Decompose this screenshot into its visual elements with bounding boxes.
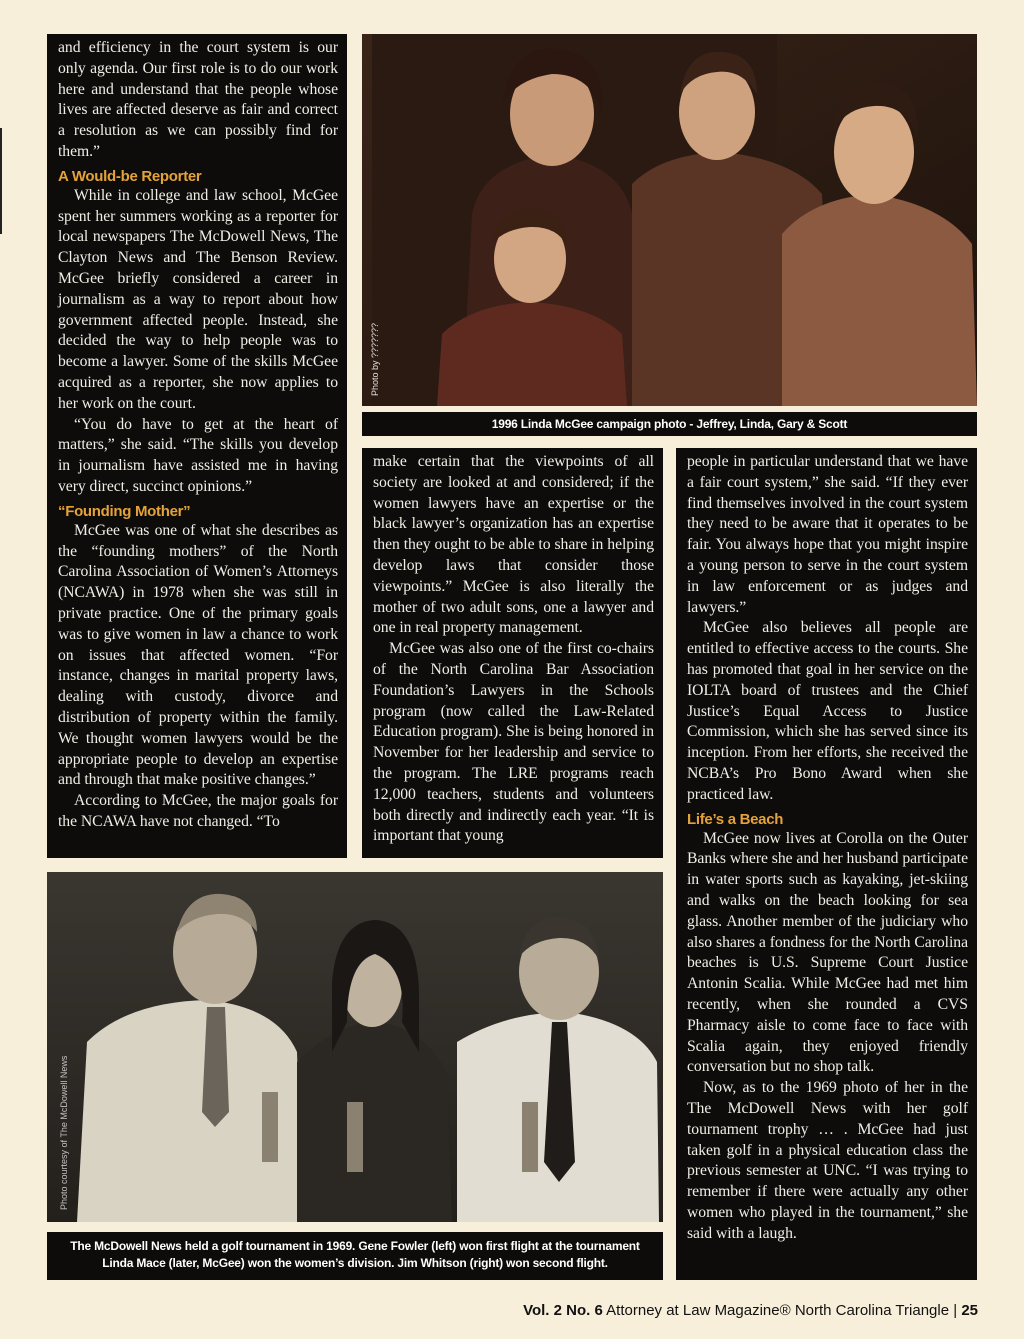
middle-para-2: McGee was also one of the first co-chairs of the North Carolina Bar Association Foundation’s Lawyers in the Schools program (now called the Law-Related Education program). She is being honored in November for her leadership and service to the program. The LRE programs reach 12,000 teachers, students and volunteers both directly and indirectly each year. “It is important that young bbox=[373, 640, 654, 845]
left-column bbox=[47, 34, 347, 858]
right-para-3: McGee now lives at Corolla on the Outer Banks where she and her husband participate in water sports such as kayaking, jet-skiing and walks on the beach looking for sea glass. Another member of the judiciary who also shares a fondness for the North Carolina beaches is U.S. Supreme Court Justice Antonin Scalia. While McGee had met him recently, when she rounded a CVS Pharmacy aisle to come face to face with Scalia again, they enjoyed friendly conversation but no shop talk. bbox=[687, 829, 968, 1076]
family-photo bbox=[362, 34, 977, 406]
golf-photo bbox=[47, 872, 663, 1222]
family-photo-credit: Photo by ??????? bbox=[370, 322, 380, 396]
footer-issue: Vol. 2 No. 6 bbox=[523, 1302, 603, 1319]
footer-page-number: 25 bbox=[961, 1302, 978, 1319]
page-footer bbox=[523, 1302, 978, 1319]
left-para-5: According to McGee, the major goals for the NCAWA have not changed. “To bbox=[58, 792, 338, 830]
right-para-2: McGee also believes all people are entitled to effective access to the courts. She has promoted that goal in her service on the IOLTA board of trustees and the Chief Justice’s Equal Access to Justice Commission, which she has served since its inception. From her efforts, she received the NCBA’s Pro Bono Award when she practiced law. bbox=[687, 619, 968, 803]
right-column bbox=[676, 448, 977, 1280]
footer-magazine: Attorney at Law Magazine® North Carolina Triangle bbox=[606, 1302, 950, 1319]
right-para-4: Now, as to the 1969 photo of her in the The McDowell News with her golf tournament trophy … . McGee had just taken golf in a physical education class the previous semester at UNC. “I was trying to remember if there were actually any other women who played in the tournament,” she said with a laugh. bbox=[687, 1079, 968, 1242]
heading-lifes-a-beach: Life’s a Beach bbox=[687, 810, 784, 828]
golf-photo-caption bbox=[47, 1232, 663, 1280]
family-photo-caption: 1996 Linda McGee campaign photo - Jeffrey, Linda, Gary & Scott bbox=[362, 412, 977, 436]
left-para-3: “You do have to get at the heart of matters,” she said. “The skills you develop in journalism have assisted me in having very direct, succinct opinions.” bbox=[58, 415, 338, 495]
right-para-1: people in particular understand that we have a fair court system,” she said. “If they ever find themselves involved in the court system they need to be aware that it operates to be fair. You always hope that you might inspire a young person to serve in the court system in law enforcement or as judges and lawyers.” bbox=[687, 453, 968, 616]
middle-para-1: make certain that the viewpoints of all society are looked at and considered; if the women lawyers have an expertise or the black lawyer’s organization has an expertise then they ought to be able to share in helping develop laws that consider those viewpoints.” McGee is also literally the mother of two adult sons, one a lawyer and one in real property management. bbox=[373, 453, 654, 637]
heading-would-be-reporter: A Would-be Reporter bbox=[58, 167, 202, 185]
left-para-2: While in college and law school, McGee spent her summers working as a reporter for local newspapers The McDowell News, The Clayton News and The Benson Review. McGee briefly considered a career in journalism as a way to report about how government affected people. Instead, she decided the way to help people was to become a lawyer. Some of the skills McGee acquired as a reporter, she now applies to her work on the court. bbox=[58, 186, 338, 412]
golf-caption-line-2: Linda Mace (later, McGee) won the women’s division. Jim Whitson (right) won second flight. bbox=[102, 1256, 608, 1270]
heading-founding-mother: “Founding Mother” bbox=[58, 502, 191, 520]
footer-separator: | bbox=[953, 1302, 958, 1319]
page-edge-mark bbox=[0, 128, 2, 234]
middle-column bbox=[362, 448, 663, 858]
golf-photo-credit: Photo courtesy of The McDowell News bbox=[59, 1055, 69, 1210]
left-para-4: McGee was one of what she describes as the “founding mothers” of the North Carolina Association of Women’s Attorneys (NCAWA) in 1978 when she was still in private practice. One of the primary goals was to give women in law a chance to work on issues that affected women. “For instance, changes in marital property laws, dealing with custody, divorce and distribution of property within the family. We thought women lawyers would be the appropriate people to develop an expertise and through that make positive changes.” bbox=[58, 521, 338, 789]
left-para-1: and efficiency in the court system is our only agenda. Our first role is to do our work here and understand that the people whose lives are affected deserve as fair and correct a resolution as we can possibly find for them.” bbox=[58, 39, 338, 160]
golf-caption-line-1: The McDowell News held a golf tournament in 1969. Gene Fowler (left) won first flight at the tournament bbox=[70, 1239, 640, 1253]
